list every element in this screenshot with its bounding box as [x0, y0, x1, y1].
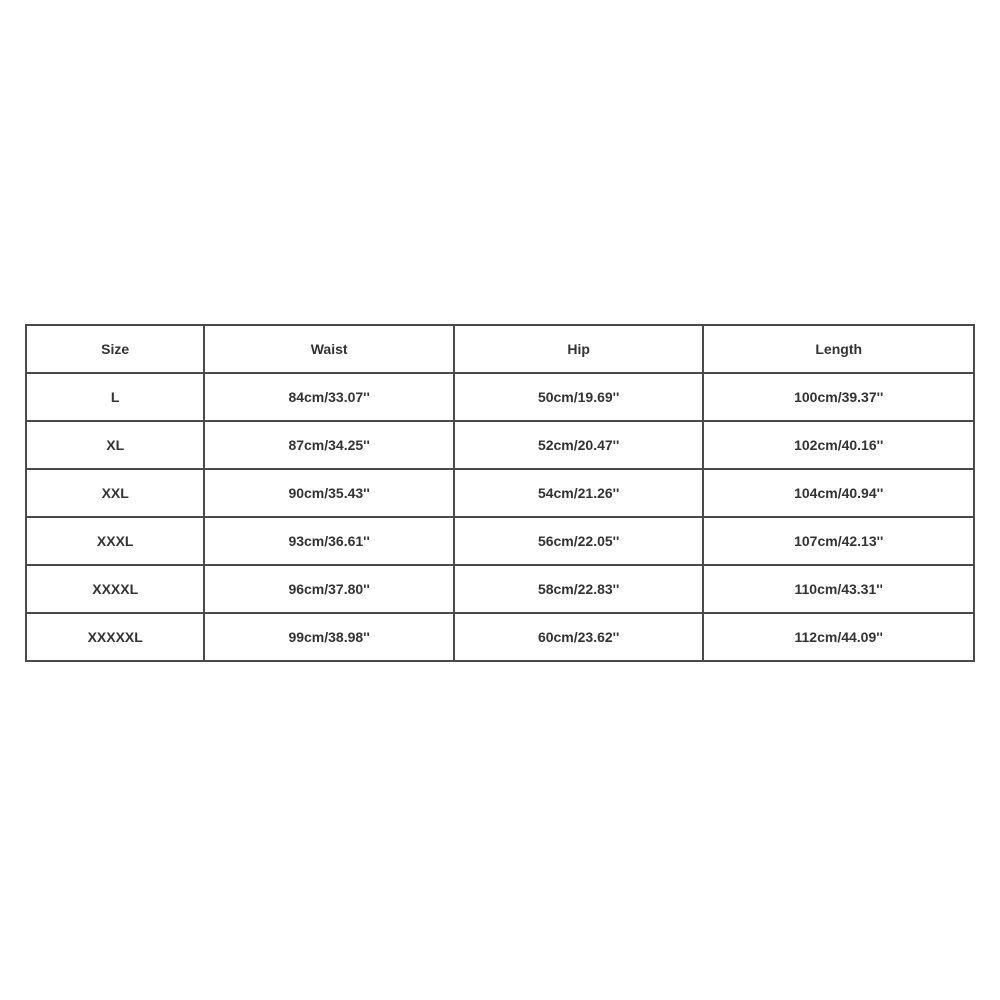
table-row — [26, 517, 974, 565]
table-row — [26, 373, 974, 421]
cell-size: XXXXXL — [26, 613, 204, 661]
cell-hip: 58cm/22.83'' — [454, 565, 704, 613]
cell-size: XXL — [26, 469, 204, 517]
cell-size: XL — [26, 421, 204, 469]
cell-waist: 96cm/37.80'' — [204, 565, 454, 613]
size-chart-table — [25, 324, 975, 662]
cell-size: XXXXL — [26, 565, 204, 613]
table-row — [26, 613, 974, 661]
table-row — [26, 565, 974, 613]
cell-length: 112cm/44.09'' — [703, 613, 974, 661]
cell-waist: 90cm/35.43'' — [204, 469, 454, 517]
table-row — [26, 421, 974, 469]
cell-hip: 54cm/21.26'' — [454, 469, 704, 517]
cell-hip: 56cm/22.05'' — [454, 517, 704, 565]
cell-length: 102cm/40.16'' — [703, 421, 974, 469]
cell-size: L — [26, 373, 204, 421]
cell-size: XXXL — [26, 517, 204, 565]
cell-waist: 93cm/36.61'' — [204, 517, 454, 565]
cell-hip: 52cm/20.47'' — [454, 421, 704, 469]
cell-length: 100cm/39.37'' — [703, 373, 974, 421]
header-size: Size — [26, 325, 204, 373]
cell-length: 107cm/42.13'' — [703, 517, 974, 565]
cell-waist: 84cm/33.07'' — [204, 373, 454, 421]
cell-waist: 87cm/34.25'' — [204, 421, 454, 469]
cell-hip: 60cm/23.62'' — [454, 613, 704, 661]
header-waist: Waist — [204, 325, 454, 373]
cell-length: 110cm/43.31'' — [703, 565, 974, 613]
cell-hip: 50cm/19.69'' — [454, 373, 704, 421]
header-hip: Hip — [454, 325, 704, 373]
header-length: Length — [703, 325, 974, 373]
table-header-row — [26, 325, 974, 373]
table-row — [26, 469, 974, 517]
cell-waist: 99cm/38.98'' — [204, 613, 454, 661]
cell-length: 104cm/40.94'' — [703, 469, 974, 517]
